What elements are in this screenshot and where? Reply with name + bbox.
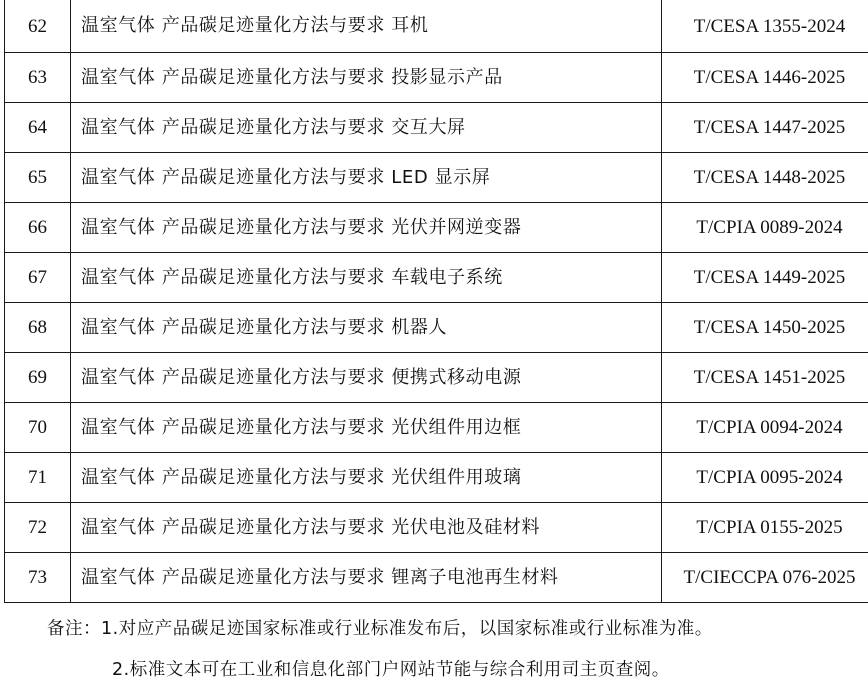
table-row <box>5 53 868 103</box>
table-row <box>5 153 868 203</box>
table-row <box>5 103 868 153</box>
standard-code: T/CESA 1446-2025 <box>662 53 868 103</box>
standard-name: 温室气体 产品碳足迹量化方法与要求 LED 显示屏 <box>71 153 662 203</box>
row-number: 71 <box>5 453 71 503</box>
standard-name: 温室气体 产品碳足迹量化方法与要求 光伏组件用边框 <box>71 403 662 453</box>
standard-name: 温室气体 产品碳足迹量化方法与要求 光伏组件用玻璃 <box>71 453 662 503</box>
standard-name: 温室气体 产品碳足迹量化方法与要求 交互大屏 <box>71 103 662 153</box>
standards-table <box>4 0 868 603</box>
table-row <box>5 303 868 353</box>
standard-code: T/CESA 1447-2025 <box>662 103 868 153</box>
row-number: 69 <box>5 353 71 403</box>
table-row <box>5 403 868 453</box>
row-number: 73 <box>5 553 71 603</box>
table-row <box>5 0 868 53</box>
row-number: 67 <box>5 253 71 303</box>
table-row <box>5 353 868 403</box>
standard-name: 温室气体 产品碳足迹量化方法与要求 便携式移动电源 <box>71 353 662 403</box>
standard-code: T/CPIA 0089-2024 <box>662 203 868 253</box>
standard-code: T/CESA 1449-2025 <box>662 253 868 303</box>
standard-code: T/CPIA 0155-2025 <box>662 503 868 553</box>
standard-code: T/CESA 1450-2025 <box>662 303 868 353</box>
remark-line-2: 2.标准文本可在工业和信息化部门户网站节能与综合利用司主页查阅。 <box>112 660 670 680</box>
row-number: 66 <box>5 203 71 253</box>
row-number: 63 <box>5 53 71 103</box>
standard-code: T/CPIA 0094-2024 <box>662 403 868 453</box>
standard-code: T/CIECCPA 076-2025 <box>662 553 868 603</box>
table-row <box>5 503 868 553</box>
standard-code: T/CESA 1355-2024 <box>662 0 868 53</box>
standard-name: 温室气体 产品碳足迹量化方法与要求 光伏电池及硅材料 <box>71 503 662 553</box>
row-number: 70 <box>5 403 71 453</box>
standard-name: 温室气体 产品碳足迹量化方法与要求 耳机 <box>71 0 662 53</box>
table-row <box>5 553 868 603</box>
standard-name: 温室气体 产品碳足迹量化方法与要求 车载电子系统 <box>71 253 662 303</box>
row-number: 68 <box>5 303 71 353</box>
remark-line-1: 备注：1.对应产品碳足迹国家标准或行业标准发布后，以国家标准或行业标准为准。 <box>47 619 713 639</box>
row-number: 65 <box>5 153 71 203</box>
standard-name: 温室气体 产品碳足迹量化方法与要求 锂离子电池再生材料 <box>71 553 662 603</box>
standard-code: T/CESA 1448-2025 <box>662 153 868 203</box>
standard-name: 温室气体 产品碳足迹量化方法与要求 机器人 <box>71 303 662 353</box>
table-row <box>5 453 868 503</box>
row-number: 62 <box>5 0 71 53</box>
standard-name: 温室气体 产品碳足迹量化方法与要求 光伏并网逆变器 <box>71 203 662 253</box>
row-number: 64 <box>5 103 71 153</box>
table-row <box>5 253 868 303</box>
standard-code: T/CPIA 0095-2024 <box>662 453 868 503</box>
standard-code: T/CESA 1451-2025 <box>662 353 868 403</box>
table-row <box>5 203 868 253</box>
standard-name: 温室气体 产品碳足迹量化方法与要求 投影显示产品 <box>71 53 662 103</box>
row-number: 72 <box>5 503 71 553</box>
